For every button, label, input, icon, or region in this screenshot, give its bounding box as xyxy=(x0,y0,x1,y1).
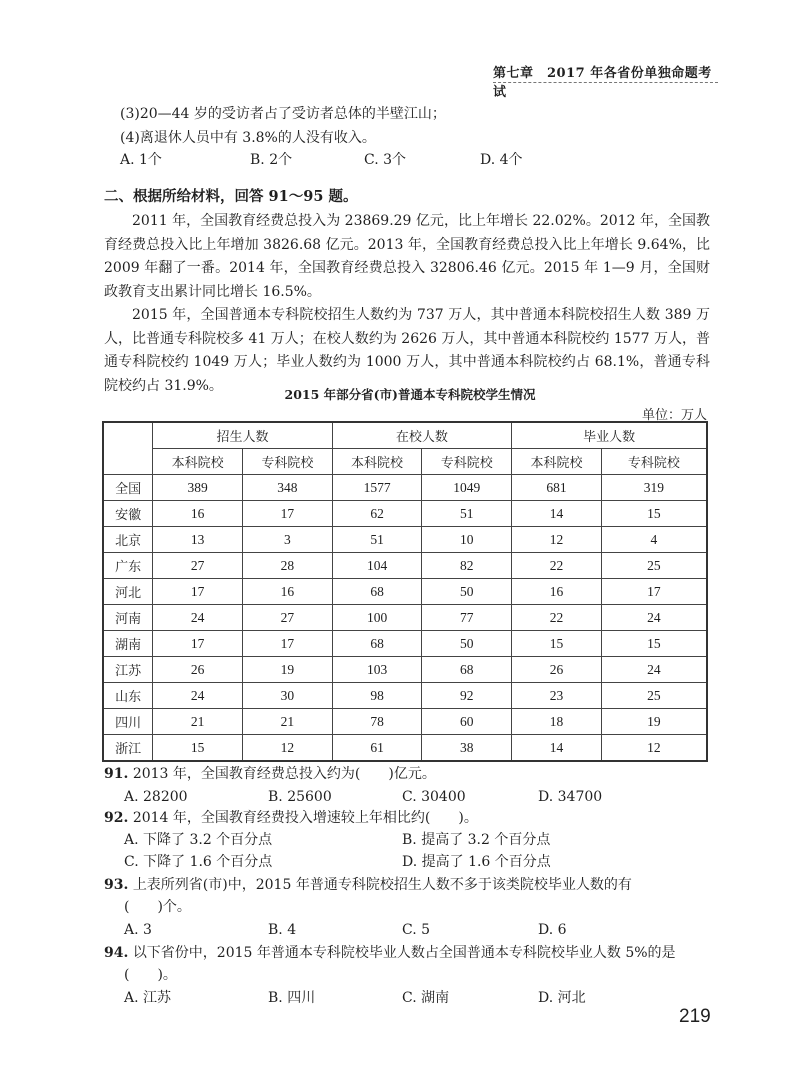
region-cell: 北京 xyxy=(103,527,153,553)
q91-option-b[interactable]: B. 25600 xyxy=(268,789,332,805)
value-cell: 30 xyxy=(243,683,333,709)
q92-option-a[interactable]: A. 下降了 3.2 个百分点 xyxy=(124,832,273,848)
value-cell: 22 xyxy=(512,553,602,579)
header-enrolled: 在校人数 xyxy=(332,422,511,449)
statement-4: (4)离退休人员中有 3.8%的人没有收入。 xyxy=(120,130,376,146)
region-cell: 河北 xyxy=(103,579,153,605)
value-cell: 1049 xyxy=(422,475,512,501)
question-number: 92. xyxy=(104,810,129,826)
value-cell: 68 xyxy=(332,631,422,657)
value-cell: 17 xyxy=(601,579,707,605)
value-cell: 17 xyxy=(243,631,333,657)
value-cell: 21 xyxy=(153,709,243,735)
value-cell: 24 xyxy=(153,605,243,631)
table-row xyxy=(103,553,707,579)
header-enrollment: 招生人数 xyxy=(153,422,332,449)
value-cell: 25 xyxy=(601,683,707,709)
chapter-header: 第七章 2017 年各省份单独命题考试 xyxy=(493,66,712,100)
prev-option-a: A. 1个 xyxy=(120,152,162,168)
material-paragraph-1: 2011 年，全国教育经费总投入为 23869.29 亿元，比上年增长 22.02%。2012 年，全国教育经费总投入比上年增加 3826.68 亿元。2013 年，全国教育经费总投入比上年增长 9.64%，比 2009 年翻了一番。2014 年，全国教育经费总投入 32806.46 亿元。2015 年 1—9 月，全国财政教育支出累计同比增长 16.5%。 xyxy=(104,213,710,300)
table-row xyxy=(103,735,707,762)
value-cell: 16 xyxy=(243,579,333,605)
sub-header: 专科院校 xyxy=(422,449,512,475)
question-94-continuation: ( )。 xyxy=(124,967,177,983)
section-title: 二、根据所给材料，回答 91～95 题。 xyxy=(104,188,358,205)
statement-3: (3)20—44 岁的受访者占了受访者总体的半壁江山； xyxy=(120,106,446,122)
value-cell: 38 xyxy=(422,735,512,762)
value-cell: 319 xyxy=(601,475,707,501)
question-92 xyxy=(104,808,478,828)
region-cell: 山东 xyxy=(103,683,153,709)
value-cell: 60 xyxy=(422,709,512,735)
value-cell: 17 xyxy=(153,579,243,605)
value-cell: 26 xyxy=(512,657,602,683)
q94-option-d[interactable]: D. 河北 xyxy=(538,990,586,1006)
region-cell: 河南 xyxy=(103,605,153,631)
prev-option-d: D. 4个 xyxy=(480,152,523,168)
value-cell: 68 xyxy=(422,657,512,683)
q91-option-d[interactable]: D. 34700 xyxy=(538,789,603,805)
region-cell: 四川 xyxy=(103,709,153,735)
value-cell: 103 xyxy=(332,657,422,683)
value-cell: 50 xyxy=(422,579,512,605)
question-91 xyxy=(104,764,436,784)
value-cell: 21 xyxy=(243,709,333,735)
table-title: 2015 年部分省(市)普通本专科院校学生情况 xyxy=(284,387,536,402)
q94-option-b[interactable]: B. 四川 xyxy=(268,990,316,1006)
region-cell: 浙江 xyxy=(103,735,153,762)
header-divider xyxy=(493,82,718,83)
value-cell: 51 xyxy=(422,501,512,527)
value-cell: 24 xyxy=(601,605,707,631)
table-row xyxy=(103,579,707,605)
q92-option-b[interactable]: B. 提高了 3.2 个百分点 xyxy=(402,832,551,848)
region-cell: 广东 xyxy=(103,553,153,579)
sub-header: 本科院校 xyxy=(512,449,602,475)
sub-header: 专科院校 xyxy=(601,449,707,475)
region-cell: 全国 xyxy=(103,475,153,501)
prev-option-b: B. 2个 xyxy=(250,152,293,168)
question-94 xyxy=(104,943,676,963)
table-row xyxy=(103,475,707,501)
value-cell: 14 xyxy=(512,501,602,527)
q91-option-a[interactable]: A. 28200 xyxy=(124,789,188,805)
q93-option-a[interactable]: A. 3 xyxy=(124,922,152,938)
value-cell: 15 xyxy=(153,735,243,762)
question-text: 以下省份中，2015 年普通本专科院校毕业人数占全国普通本专科院校毕业人数 5%的是 xyxy=(132,945,676,961)
sub-header: 专科院校 xyxy=(243,449,333,475)
q92-option-c[interactable]: C. 下降了 1.6 个百分点 xyxy=(124,854,273,870)
value-cell: 77 xyxy=(422,605,512,631)
q94-option-a[interactable]: A. 江苏 xyxy=(124,990,172,1006)
region-cell: 安徽 xyxy=(103,501,153,527)
value-cell: 4 xyxy=(601,527,707,553)
value-cell: 104 xyxy=(332,553,422,579)
value-cell: 17 xyxy=(153,631,243,657)
value-cell: 18 xyxy=(512,709,602,735)
value-cell: 25 xyxy=(601,553,707,579)
value-cell: 12 xyxy=(601,735,707,762)
value-cell: 3 xyxy=(243,527,333,553)
material-text xyxy=(104,210,710,398)
question-93 xyxy=(104,875,632,895)
material-paragraph-2: 2015 年，全国普通本专科院校招生人数约为 737 万人，其中普通本科院校招生人数 389 万人，比普通专科院校多 41 万人；在校人数约为 2626 万人，其中普通本科院校约 1577 万人，普通专科院校约 1049 万人；毕业人数约为 1000 万人，其中普通本科院校约占 68.1%，普通专科院校约占 31.9%。 xyxy=(104,307,710,394)
table-row xyxy=(103,657,707,683)
value-cell: 78 xyxy=(332,709,422,735)
table-sub-header-row xyxy=(103,449,707,475)
value-cell: 16 xyxy=(512,579,602,605)
value-cell: 13 xyxy=(153,527,243,553)
question-text: 上表所列省(市)中，2015 年普通专科院校招生人数不多于该类院校毕业人数的有 xyxy=(132,877,632,893)
value-cell: 24 xyxy=(601,657,707,683)
value-cell: 19 xyxy=(243,657,333,683)
student-stats-table xyxy=(102,421,708,762)
table-row xyxy=(103,709,707,735)
value-cell: 16 xyxy=(153,501,243,527)
region-cell: 湖南 xyxy=(103,631,153,657)
table-row xyxy=(103,631,707,657)
table-group-header-row xyxy=(103,422,707,449)
table-corner-cell xyxy=(103,422,153,475)
value-cell: 348 xyxy=(243,475,333,501)
question-text: 2014 年，全国教育经费投入增速较上年相比约( )。 xyxy=(132,810,478,826)
question-number: 91. xyxy=(104,766,129,782)
value-cell: 98 xyxy=(332,683,422,709)
q94-option-c[interactable]: C. 湖南 xyxy=(402,990,450,1006)
value-cell: 12 xyxy=(243,735,333,762)
value-cell: 15 xyxy=(512,631,602,657)
value-cell: 24 xyxy=(153,683,243,709)
value-cell: 27 xyxy=(153,553,243,579)
question-number: 94. xyxy=(104,945,129,961)
value-cell: 23 xyxy=(512,683,602,709)
value-cell: 26 xyxy=(153,657,243,683)
table-row xyxy=(103,501,707,527)
value-cell: 28 xyxy=(243,553,333,579)
value-cell: 27 xyxy=(243,605,333,631)
question-text: 2013 年，全国教育经费总投入约为( )亿元。 xyxy=(132,766,436,782)
sub-header: 本科院校 xyxy=(332,449,422,475)
value-cell: 1577 xyxy=(332,475,422,501)
value-cell: 17 xyxy=(243,501,333,527)
question-number: 93. xyxy=(104,877,129,893)
value-cell: 14 xyxy=(512,735,602,762)
table-row xyxy=(103,605,707,631)
value-cell: 82 xyxy=(422,553,512,579)
value-cell: 15 xyxy=(601,631,707,657)
value-cell: 51 xyxy=(332,527,422,553)
table-row xyxy=(103,683,707,709)
value-cell: 100 xyxy=(332,605,422,631)
value-cell: 62 xyxy=(332,501,422,527)
value-cell: 389 xyxy=(153,475,243,501)
value-cell: 50 xyxy=(422,631,512,657)
sub-header: 本科院校 xyxy=(153,449,243,475)
value-cell: 10 xyxy=(422,527,512,553)
value-cell: 92 xyxy=(422,683,512,709)
value-cell: 15 xyxy=(601,501,707,527)
value-cell: 68 xyxy=(332,579,422,605)
prev-option-c: C. 3个 xyxy=(364,152,407,168)
region-cell: 江苏 xyxy=(103,657,153,683)
table-unit: 单位：万人 xyxy=(641,408,707,423)
q93-option-b[interactable]: B. 4 xyxy=(268,922,297,938)
question-93-continuation: ( )个。 xyxy=(124,899,191,915)
page-number: 219 xyxy=(679,1006,711,1027)
table-row xyxy=(103,527,707,553)
q93-option-d[interactable]: D. 6 xyxy=(538,922,567,938)
value-cell: 681 xyxy=(512,475,602,501)
q93-option-c[interactable]: C. 5 xyxy=(402,922,431,938)
value-cell: 22 xyxy=(512,605,602,631)
q92-option-d[interactable]: D. 提高了 1.6 个百分点 xyxy=(402,854,551,870)
q91-option-c[interactable]: C. 30400 xyxy=(402,789,466,805)
value-cell: 61 xyxy=(332,735,422,762)
value-cell: 19 xyxy=(601,709,707,735)
header-graduates: 毕业人数 xyxy=(512,422,707,449)
value-cell: 12 xyxy=(512,527,602,553)
